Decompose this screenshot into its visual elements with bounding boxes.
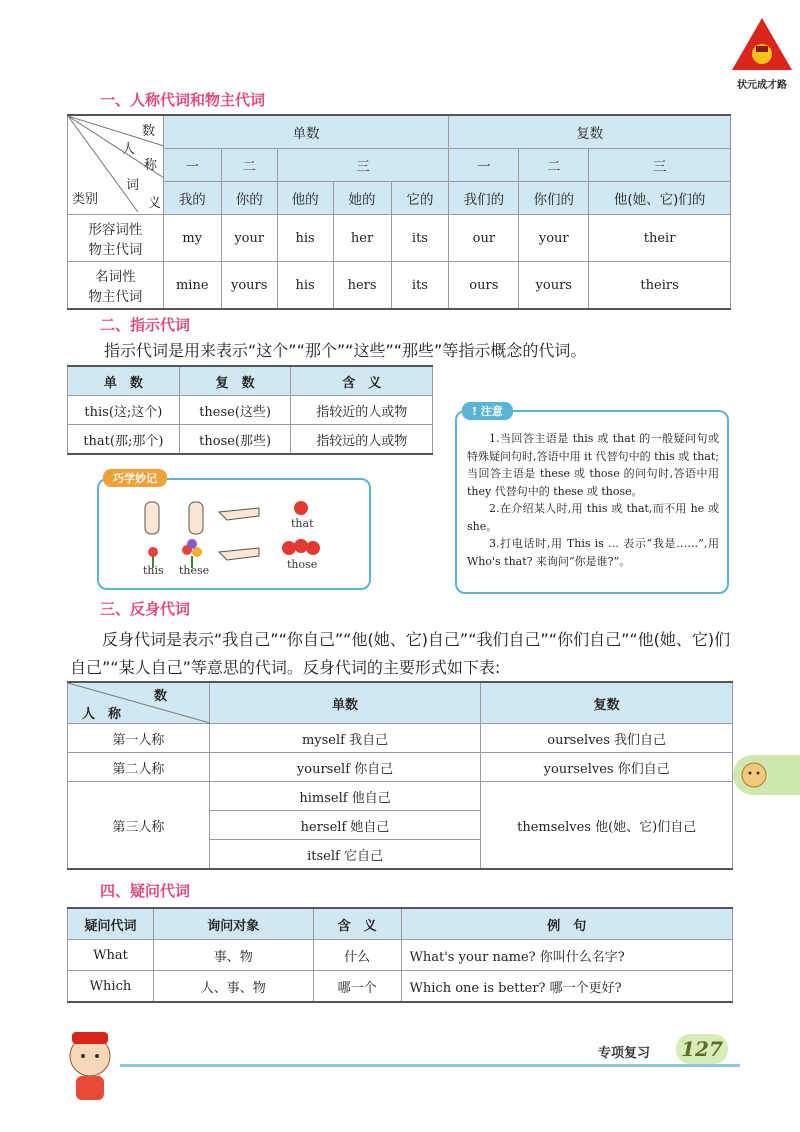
logo-emblem-icon — [730, 16, 794, 72]
side-tab — [733, 755, 800, 795]
label-that: that — [291, 517, 314, 530]
logo — [730, 16, 794, 91]
page-number: 127 — [676, 1034, 728, 1064]
hand-gesture-icons — [99, 480, 369, 588]
footer-mascot — [50, 1026, 130, 1110]
section2-title: 二、指示代词 — [100, 316, 191, 334]
memory-tip-box — [97, 478, 371, 590]
section4-title: 四、疑问代词 — [100, 882, 191, 900]
table-row: itself 它自己 — [68, 840, 733, 870]
table-row: 第一人称 myself 我自己 ourselves 我们自己 — [68, 724, 733, 753]
label-those: those — [287, 558, 318, 571]
reflexive-table: 数 人 称 单数 复数 第一人称 myself 我自己 ourselves 我们自己 第二人称 yourself 你自己 yourselves 你们自己 第三人称 himself 他自己 themselves 他(她、它)们自己 herself 她自己 itself 它自己 — [67, 681, 733, 870]
table-corner: 数 人 称 — [68, 682, 210, 724]
section3-title: 三、反身代词 — [100, 600, 191, 618]
mascot-icon — [50, 1026, 130, 1106]
section3-intro: 反身代词是表示“我自己”“你自己”“他(她、它)自己”“我们自己”“你们自己”“他(她、它)们自己”“某人自己”等意思的代词。反身代词的主要形式如下表: — [70, 630, 731, 677]
memory-tip-tag: 巧学妙记 — [103, 469, 167, 487]
table-row: 第二人称 yourself 你自己 yourselves 你们自己 — [68, 753, 733, 782]
section1-title: 一、人称代词和物主代词 — [100, 91, 266, 109]
singular-header: 单数 — [163, 115, 449, 149]
logo-text: 状元成才路 — [737, 80, 787, 91]
footer-section-label: 专项复习 — [598, 1046, 651, 1061]
section2-intro: 指示代词是用来表示“这个”“那个”“这些”“那些”等指示概念的代词。 — [104, 341, 587, 360]
table-row: 形容词性 物主代词 my your his her its our your their — [68, 215, 731, 262]
table-row: herself 她自己 — [68, 811, 733, 840]
table-row: What 事、物 什么 What's your name? 你叫什么名字? — [68, 940, 733, 971]
label-this: this — [143, 564, 164, 577]
plural-header: 复数 — [449, 115, 731, 149]
label-these: these — [179, 564, 210, 577]
table-corner: 数 人 称 词 义 类别 — [68, 115, 164, 215]
note-3: 3.打电话时,用 This is … 表示“我是……”,用 Who's that? 来询问“你是谁?”。 — [467, 537, 719, 568]
table-row: 名词性 物主代词 mine yours his hers its ours yours theirs — [68, 262, 731, 310]
footer-line — [120, 1064, 740, 1067]
table-row: this(这;这个) these(这些) 指较近的人或物 — [68, 396, 433, 425]
table-row: Which 人、事、物 哪一个 Which one is better? 哪一个更好? — [68, 971, 733, 1003]
warning-icon: ! — [472, 405, 478, 418]
interrogative-table: 疑问代词 询问对象 含 义 例 句 What 事、物 什么 What's your name? 你叫什么名字? Which 人、事、物 哪一个 Which one is better? 哪一个更好? — [67, 907, 733, 1003]
demonstrative-table: 单 数 复 数 含 义 this(这;这个) these(这些) 指较近的人或物 that(那;那个) those(那些) 指较远的人或物 — [67, 365, 433, 455]
mascot-face-icon — [739, 760, 769, 790]
note-box — [455, 410, 729, 594]
table-row: 第三人称 himself 他自己 themselves 他(她、它)们自己 — [68, 782, 733, 811]
note-1: 1.当回答主语是 this 或 that 的一般疑问句或特殊疑问句时,答语中用 it 代替句中的 this 或 that;当回答主语是 these 或 those 的问句时,答语中用 they 代替句中的 these 或 those。 — [467, 432, 719, 498]
note-tag: ! 注意 — [462, 402, 513, 420]
pronoun-table: 数 人 称 词 义 类别 单数 复数 一 二 三 一 二 三 我的 你的 他的 她的 它的 我们的 你们的 他(她、它)们的 形容词性 物主代词 my your his her its our your their 名词性 物主代词 mine yours his hers its ours yours theirs — [67, 114, 731, 310]
note-2: 2.在介绍某人时,用 this 或 that,而不用 he 或 she。 — [467, 502, 719, 533]
table-row: that(那;那个) those(那些) 指较远的人或物 — [68, 425, 433, 455]
